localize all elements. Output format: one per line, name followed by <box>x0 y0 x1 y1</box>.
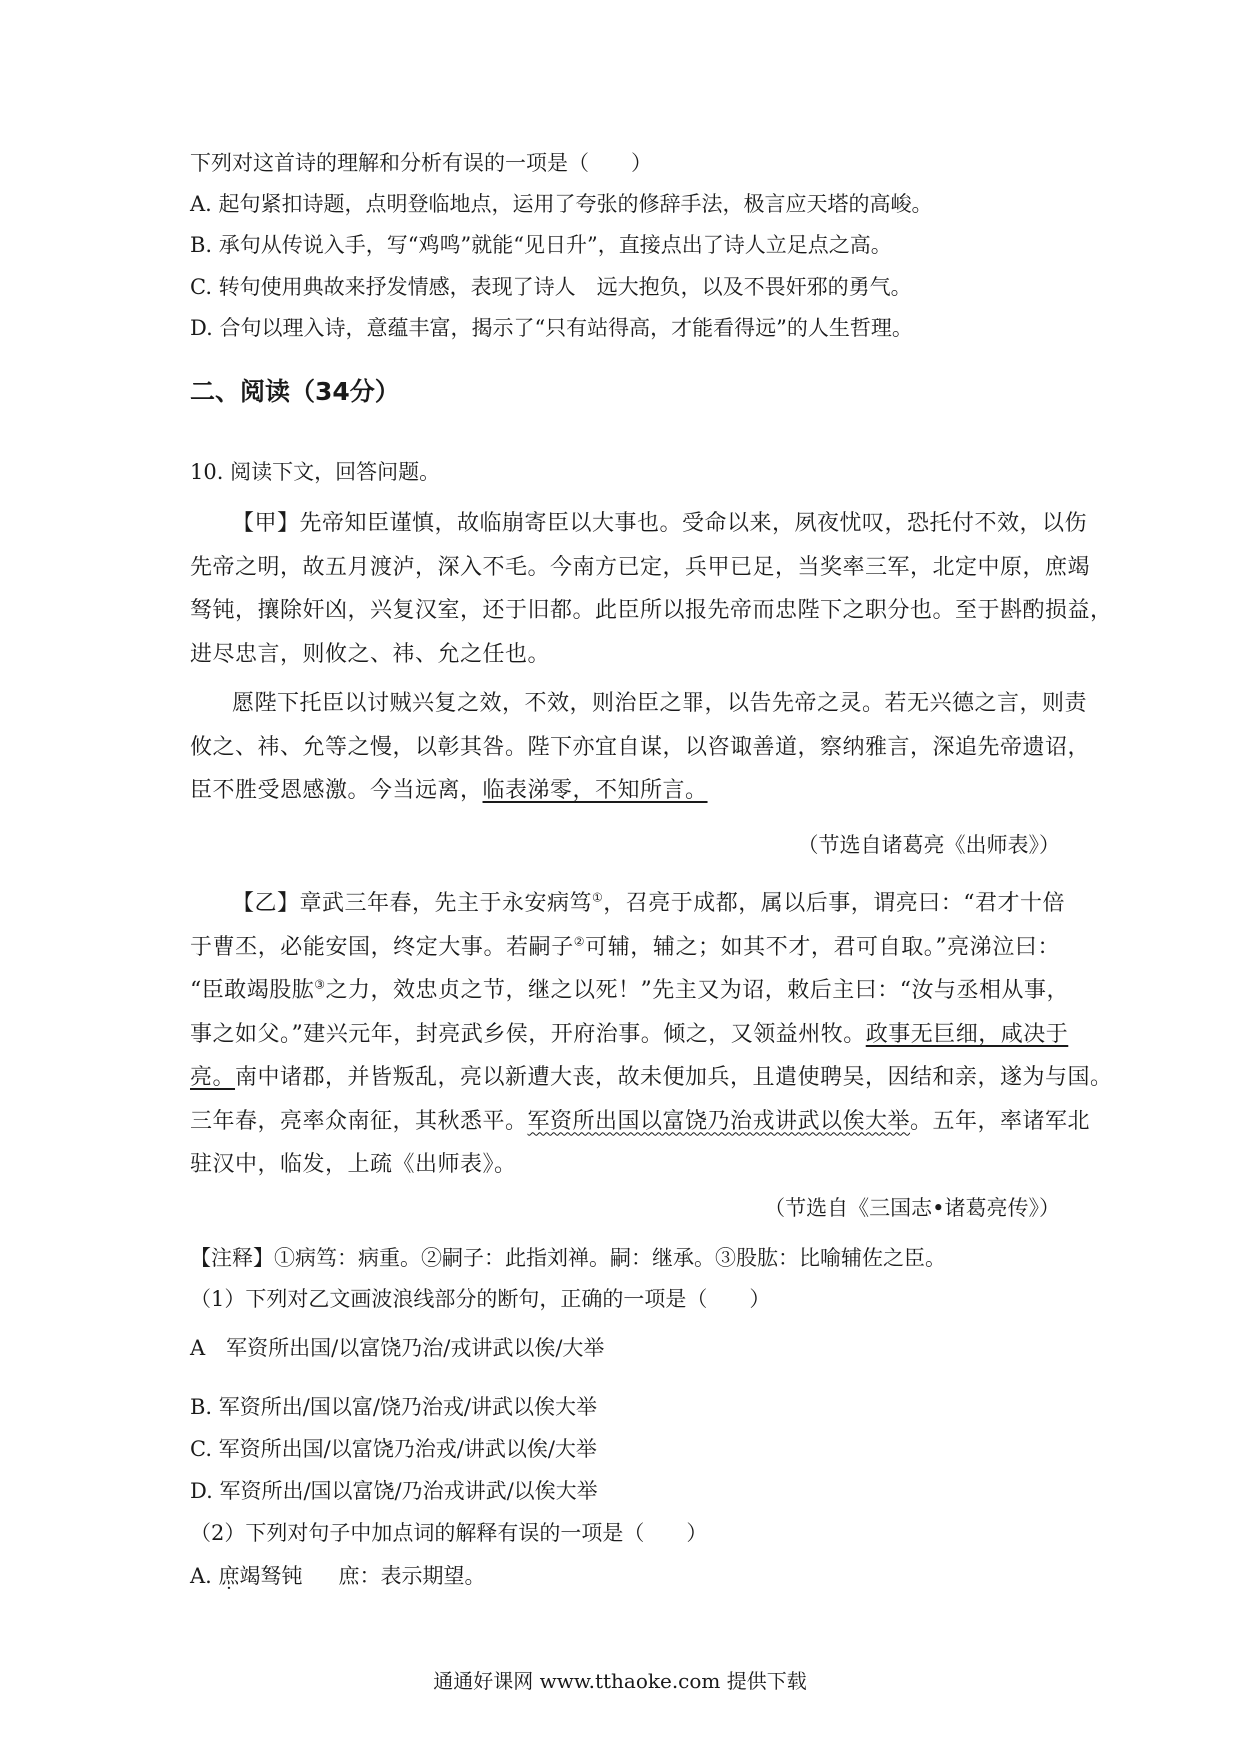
passage-text: 【乙】章武三年春，先主于永安病笃 <box>232 891 593 916</box>
passage-line: 进尽忠言，则攸之、祎、允之任也。 <box>190 641 551 667</box>
passage-line <box>190 1100 1091 1144</box>
passage-text: ，召亮于成都，属以后事，谓亮曰：“君才十倍 <box>603 891 1066 916</box>
sub1-option-a: A 军资所出国/以富饶乃治/戎讲武以俟/大举 <box>190 1336 605 1360</box>
passage-text: 可辅，辅之；如其不才，君可自取。”亮涕泣曰： <box>585 934 1060 960</box>
annotation-notes: 【注释】①病笃：病重。②嗣子：此指刘禅。嗣：继承。③股肱：比喻辅佐之臣。 <box>190 1246 946 1270</box>
passage-line: 驽钝，攘除奸凶，兴复汉室，还于旧都。此臣所以报先帝而忠陛下之职分也。至于斟酌损益， <box>190 598 1113 623</box>
q9-option-b: B. 承句从传说入手，写“鸡鸣”就能“见日升”，直接点出了诗人立足点之高。 <box>190 233 892 257</box>
option-label: A. <box>190 1564 219 1588</box>
note-marker-1: ① <box>592 890 604 905</box>
passage-yi-source: （节选自《三国志•诸葛亮传》） <box>764 1196 1060 1220</box>
passage-line: 攸之、祎、允等之慢，以彰其咎。陛下亦宜自谋，以咨诹善道，察纳雅言，深追先帝遗诏， <box>190 734 1091 760</box>
passage-jia-paragraph-2 <box>190 682 1091 813</box>
sub1-option-c: C. 军资所出国/以富饶乃治戎/讲武以俟/大举 <box>190 1437 597 1461</box>
passage-text: 事之如父。”建兴元年，封亮武乡侯，开府治事。倾之，又领益州牧。 <box>190 1021 866 1047</box>
underlined-sentence: 临表涕零，不知所言。 <box>482 778 708 803</box>
passage-line <box>190 1013 1069 1057</box>
option-gloss: 庶：表示期望。 <box>338 1564 486 1588</box>
passage-line <box>190 882 1066 926</box>
passage-line <box>190 1056 1113 1100</box>
section-heading: 二、阅读（34分） <box>190 377 400 406</box>
passage-line <box>190 769 1060 813</box>
passage-text: 于曹丕，必能安国，终定大事。若嗣子 <box>190 934 574 960</box>
footer-watermark: 通通好课网 www.tthaoke.com 提供下载 <box>433 1669 807 1693</box>
passage-line: 先帝之明，故五月渡泸，深入不毛。今南方已定，兵甲已足，当奖率三军，北定中原，庶竭 <box>190 554 1091 580</box>
sub-question-1-stem: （1）下列对乙文画波浪线部分的断句，正确的一项是（ ） <box>190 1287 771 1311</box>
sub2-option-a <box>190 1561 486 1591</box>
passage-jia-paragraph-1 <box>190 502 1113 676</box>
passage-line <box>190 926 1060 970</box>
passage-line: 【甲】先帝知臣谨慎，故临崩寄臣以大事也。受命以来，夙夜忧叹，恐托付不效，以伤 <box>232 511 1088 536</box>
passage-line <box>190 969 1070 1013</box>
sub-question-2-stem: （2）下列对句子中加点词的解释有误的一项是（ ） <box>190 1521 708 1545</box>
sub1-option-d: D. 军资所出/国以富饶/乃治戎讲武/以俟大举 <box>190 1479 598 1503</box>
passage-line: 驻汉中，临发，上疏《出师表》。 <box>190 1152 517 1177</box>
q9-option-c: C. 转句使用典故来抒发情感，表现了诗人 远大抱负，以及不畏奸邪的勇气。 <box>190 275 912 299</box>
passage-line: 愿陛下托臣以讨贼兴复之效，不效，则治臣之罪，以告先帝之灵。若无兴德之言，则责 <box>232 691 1088 716</box>
underlined-sentence: 亮。 <box>190 1065 236 1090</box>
q10-stem: 10. 阅读下文，回答问题。 <box>190 460 441 484</box>
passage-jia-source: （节选自诸葛亮《出师表》） <box>797 833 1060 857</box>
passage-text: 南中诸郡，并皆叛乱，亮以新遭大丧，故未便加兵，且遣使聘吴，因结和亲，遂为与国。 <box>235 1065 1113 1090</box>
passage-text: 臣不胜受恩感激。今当远离， <box>190 778 483 803</box>
q9-stem: 下列对这首诗的理解和分析有误的一项是（ ） <box>190 151 652 175</box>
underlined-sentence: 政事无巨细，咸决于 <box>865 1021 1069 1047</box>
note-marker-2: ② <box>573 934 586 949</box>
sub1-option-b: B. 军资所出/国以富/饶乃治戎/讲武以俟大举 <box>190 1395 598 1419</box>
passage-text: “臣敢竭股肱 <box>190 978 315 1003</box>
dotted-character: 庶 <box>218 1564 240 1588</box>
passage-yi <box>190 882 1113 1187</box>
option-text: 竭驽钝 <box>239 1564 303 1588</box>
wavy-underlined-sentence: 军资所出国以富饶乃治戎讲武以俟大举 <box>527 1108 911 1134</box>
note-marker-3: ③ <box>314 977 326 992</box>
q9-option-a: A. 起句紧扣诗题，点明登临地点，运用了夸张的修辞手法，极言应天塔的高峻。 <box>190 192 933 216</box>
passage-text: 三年春，亮率众南征，其秋悉平。 <box>190 1108 528 1134</box>
passage-text: 之力，效忠贞之节，继之以死！”先主又为诏，敕后主曰：“汝与丞相从事， <box>325 978 1070 1003</box>
q9-option-d: D. 合句以理入诗，意蕴丰富，揭示了“只有站得高，才能看得远”的人生哲理。 <box>190 316 913 340</box>
passage-text: 。五年，率诸军北 <box>910 1108 1091 1134</box>
